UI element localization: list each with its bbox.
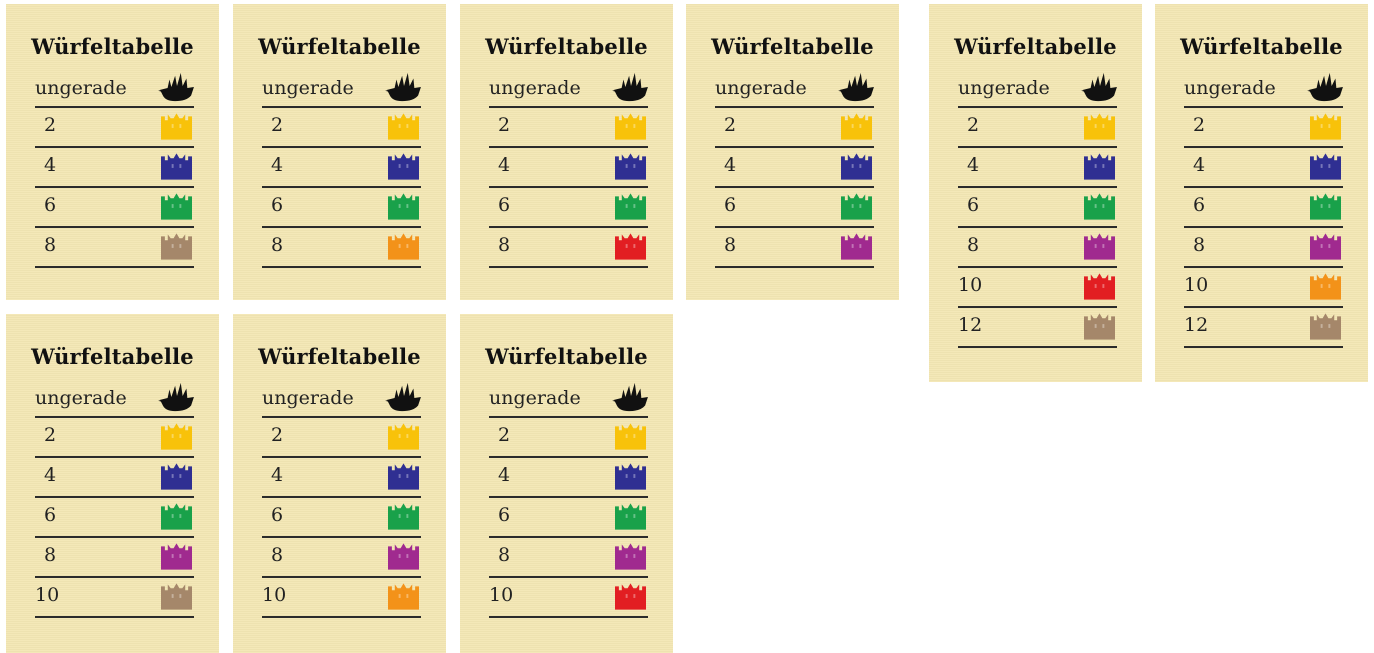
table-row <box>35 416 194 456</box>
table-row <box>35 496 194 536</box>
castle-icon <box>1084 112 1115 140</box>
dice-number: 4 <box>43 154 57 176</box>
castle-icon <box>161 542 192 570</box>
table-row <box>489 106 648 146</box>
castle-icon <box>161 232 192 260</box>
dice-number: 10 <box>489 584 514 606</box>
dice-number: 8 <box>270 544 284 566</box>
table-row <box>489 496 648 536</box>
castle-icon <box>615 542 646 570</box>
table-row <box>958 226 1117 266</box>
dice-number: 6 <box>270 194 284 216</box>
dice-number: 2 <box>723 114 737 136</box>
dice-number: 2 <box>1192 114 1206 136</box>
header-label: ungerade <box>35 387 127 409</box>
table-row <box>262 106 421 146</box>
dice-number: 6 <box>966 194 980 216</box>
dice-number: 4 <box>723 154 737 176</box>
dice-number: 2 <box>43 114 57 136</box>
header-label: ungerade <box>35 77 127 99</box>
castle-icon <box>841 192 872 220</box>
castle-icon <box>388 112 419 140</box>
header-row <box>35 387 194 417</box>
table-row <box>35 576 194 616</box>
dice-table-card <box>460 4 673 300</box>
dice-table-card <box>233 4 446 300</box>
card-title: Würfeltabelle <box>485 344 648 369</box>
header-label: ungerade <box>1184 77 1276 99</box>
dice-table-card <box>929 4 1142 382</box>
table-row <box>958 266 1117 306</box>
divider <box>1184 346 1343 348</box>
table-row <box>489 186 648 226</box>
castle-icon <box>388 232 419 260</box>
dice-number: 8 <box>270 234 284 256</box>
header-row <box>489 387 648 417</box>
dice-number: 8 <box>723 234 737 256</box>
dice-number: 2 <box>43 424 57 446</box>
divider <box>489 266 648 268</box>
ship-icon <box>158 71 196 103</box>
ship-icon <box>612 71 650 103</box>
header-row <box>715 77 874 107</box>
castle-icon <box>1310 192 1341 220</box>
dice-number: 2 <box>270 114 284 136</box>
castle-icon <box>388 422 419 450</box>
castle-icon <box>388 152 419 180</box>
table-row <box>958 186 1117 226</box>
table-row <box>35 536 194 576</box>
table-row <box>1184 106 1343 146</box>
table-row <box>1184 146 1343 186</box>
castle-icon <box>615 192 646 220</box>
table-row <box>35 146 194 186</box>
dice-number: 4 <box>497 154 511 176</box>
castle-icon <box>615 152 646 180</box>
table-row <box>262 226 421 266</box>
castle-icon <box>615 582 646 610</box>
castle-icon <box>1084 312 1115 340</box>
castle-icon <box>1084 152 1115 180</box>
table-row <box>958 306 1117 346</box>
dice-number: 2 <box>966 114 980 136</box>
castle-icon <box>841 152 872 180</box>
table-row <box>715 186 874 226</box>
castle-icon <box>388 582 419 610</box>
table-row <box>489 456 648 496</box>
ship-icon <box>1081 71 1119 103</box>
dice-number: 6 <box>497 504 511 526</box>
dice-table-card <box>1155 4 1368 382</box>
divider <box>35 616 194 618</box>
header-row <box>1184 77 1343 107</box>
castle-icon <box>388 192 419 220</box>
card-title: Würfeltabelle <box>1180 34 1343 59</box>
table-row <box>35 106 194 146</box>
table-row <box>715 106 874 146</box>
table-row <box>1184 186 1343 226</box>
dice-number: 8 <box>43 544 57 566</box>
ship-icon <box>385 381 423 413</box>
card-title: Würfeltabelle <box>258 34 421 59</box>
castle-icon <box>161 152 192 180</box>
dice-number: 6 <box>497 194 511 216</box>
dice-table-card <box>6 314 219 653</box>
divider <box>489 616 648 618</box>
header-row <box>489 77 648 107</box>
table-row <box>262 536 421 576</box>
card-title: Würfeltabelle <box>31 344 194 369</box>
dice-number: 6 <box>43 504 57 526</box>
dice-table-card <box>460 314 673 653</box>
dice-number: 12 <box>1184 314 1209 336</box>
castle-icon <box>1310 232 1341 260</box>
castle-icon <box>615 502 646 530</box>
card-title: Würfeltabelle <box>711 34 874 59</box>
castle-icon <box>841 232 872 260</box>
table-row <box>489 536 648 576</box>
castle-icon <box>1310 312 1341 340</box>
header-row <box>262 77 421 107</box>
castle-icon <box>615 422 646 450</box>
castle-icon <box>1310 112 1341 140</box>
table-row <box>35 186 194 226</box>
castle-icon <box>615 112 646 140</box>
castle-icon <box>615 232 646 260</box>
table-row <box>958 106 1117 146</box>
castle-icon <box>1310 272 1341 300</box>
card-title: Würfeltabelle <box>258 344 421 369</box>
ship-icon <box>612 381 650 413</box>
table-row <box>1184 266 1343 306</box>
dice-number: 2 <box>497 114 511 136</box>
divider <box>262 266 421 268</box>
header-row <box>262 387 421 417</box>
table-row <box>262 186 421 226</box>
divider <box>262 616 421 618</box>
divider <box>35 266 194 268</box>
dice-number: 2 <box>497 424 511 446</box>
dice-number: 10 <box>1184 274 1209 296</box>
castle-icon <box>388 462 419 490</box>
header-label: ungerade <box>489 77 581 99</box>
castle-icon <box>1084 232 1115 260</box>
table-row <box>35 226 194 266</box>
table-row <box>489 226 648 266</box>
dice-number: 6 <box>723 194 737 216</box>
divider <box>715 266 874 268</box>
header-label: ungerade <box>489 387 581 409</box>
table-row <box>262 416 421 456</box>
ship-icon <box>158 381 196 413</box>
table-row <box>262 576 421 616</box>
dice-number: 8 <box>497 544 511 566</box>
table-row <box>262 496 421 536</box>
table-row <box>262 146 421 186</box>
table-row <box>35 456 194 496</box>
dice-number: 12 <box>958 314 983 336</box>
dice-number: 10 <box>35 584 60 606</box>
table-row <box>489 416 648 456</box>
card-title: Würfeltabelle <box>485 34 648 59</box>
dice-table-card <box>686 4 899 300</box>
castle-icon <box>615 462 646 490</box>
table-row <box>489 146 648 186</box>
dice-number: 10 <box>262 584 287 606</box>
castle-icon <box>841 112 872 140</box>
dice-number: 4 <box>966 154 980 176</box>
castle-icon <box>1084 272 1115 300</box>
header-label: ungerade <box>262 77 354 99</box>
castle-icon <box>161 112 192 140</box>
dice-number: 4 <box>270 154 284 176</box>
castle-icon <box>161 192 192 220</box>
table-row <box>262 456 421 496</box>
dice-number: 8 <box>966 234 980 256</box>
dice-number: 4 <box>43 464 57 486</box>
dice-number: 6 <box>1192 194 1206 216</box>
dice-number: 4 <box>270 464 284 486</box>
table-row <box>1184 306 1343 346</box>
table-row <box>958 146 1117 186</box>
dice-number: 6 <box>43 194 57 216</box>
table-row <box>489 576 648 616</box>
ship-icon <box>385 71 423 103</box>
castle-icon <box>161 582 192 610</box>
castle-icon <box>161 502 192 530</box>
castle-icon <box>161 462 192 490</box>
header-row <box>35 77 194 107</box>
castle-icon <box>388 542 419 570</box>
castle-icon <box>388 502 419 530</box>
table-row <box>715 226 874 266</box>
dice-number: 2 <box>270 424 284 446</box>
castle-icon <box>1084 192 1115 220</box>
card-title: Würfeltabelle <box>954 34 1117 59</box>
card-title: Würfeltabelle <box>31 34 194 59</box>
table-row <box>715 146 874 186</box>
ship-icon <box>838 71 876 103</box>
ship-icon <box>1307 71 1345 103</box>
dice-number: 4 <box>1192 154 1206 176</box>
dice-number: 6 <box>270 504 284 526</box>
dice-table-card <box>6 4 219 300</box>
castle-icon <box>1310 152 1341 180</box>
dice-table-card <box>233 314 446 653</box>
header-label: ungerade <box>958 77 1050 99</box>
dice-number: 10 <box>958 274 983 296</box>
divider <box>958 346 1117 348</box>
dice-number: 8 <box>497 234 511 256</box>
header-label: ungerade <box>262 387 354 409</box>
header-row <box>958 77 1117 107</box>
dice-number: 4 <box>497 464 511 486</box>
table-row <box>1184 226 1343 266</box>
castle-icon <box>161 422 192 450</box>
header-label: ungerade <box>715 77 807 99</box>
dice-number: 8 <box>43 234 57 256</box>
dice-number: 8 <box>1192 234 1206 256</box>
